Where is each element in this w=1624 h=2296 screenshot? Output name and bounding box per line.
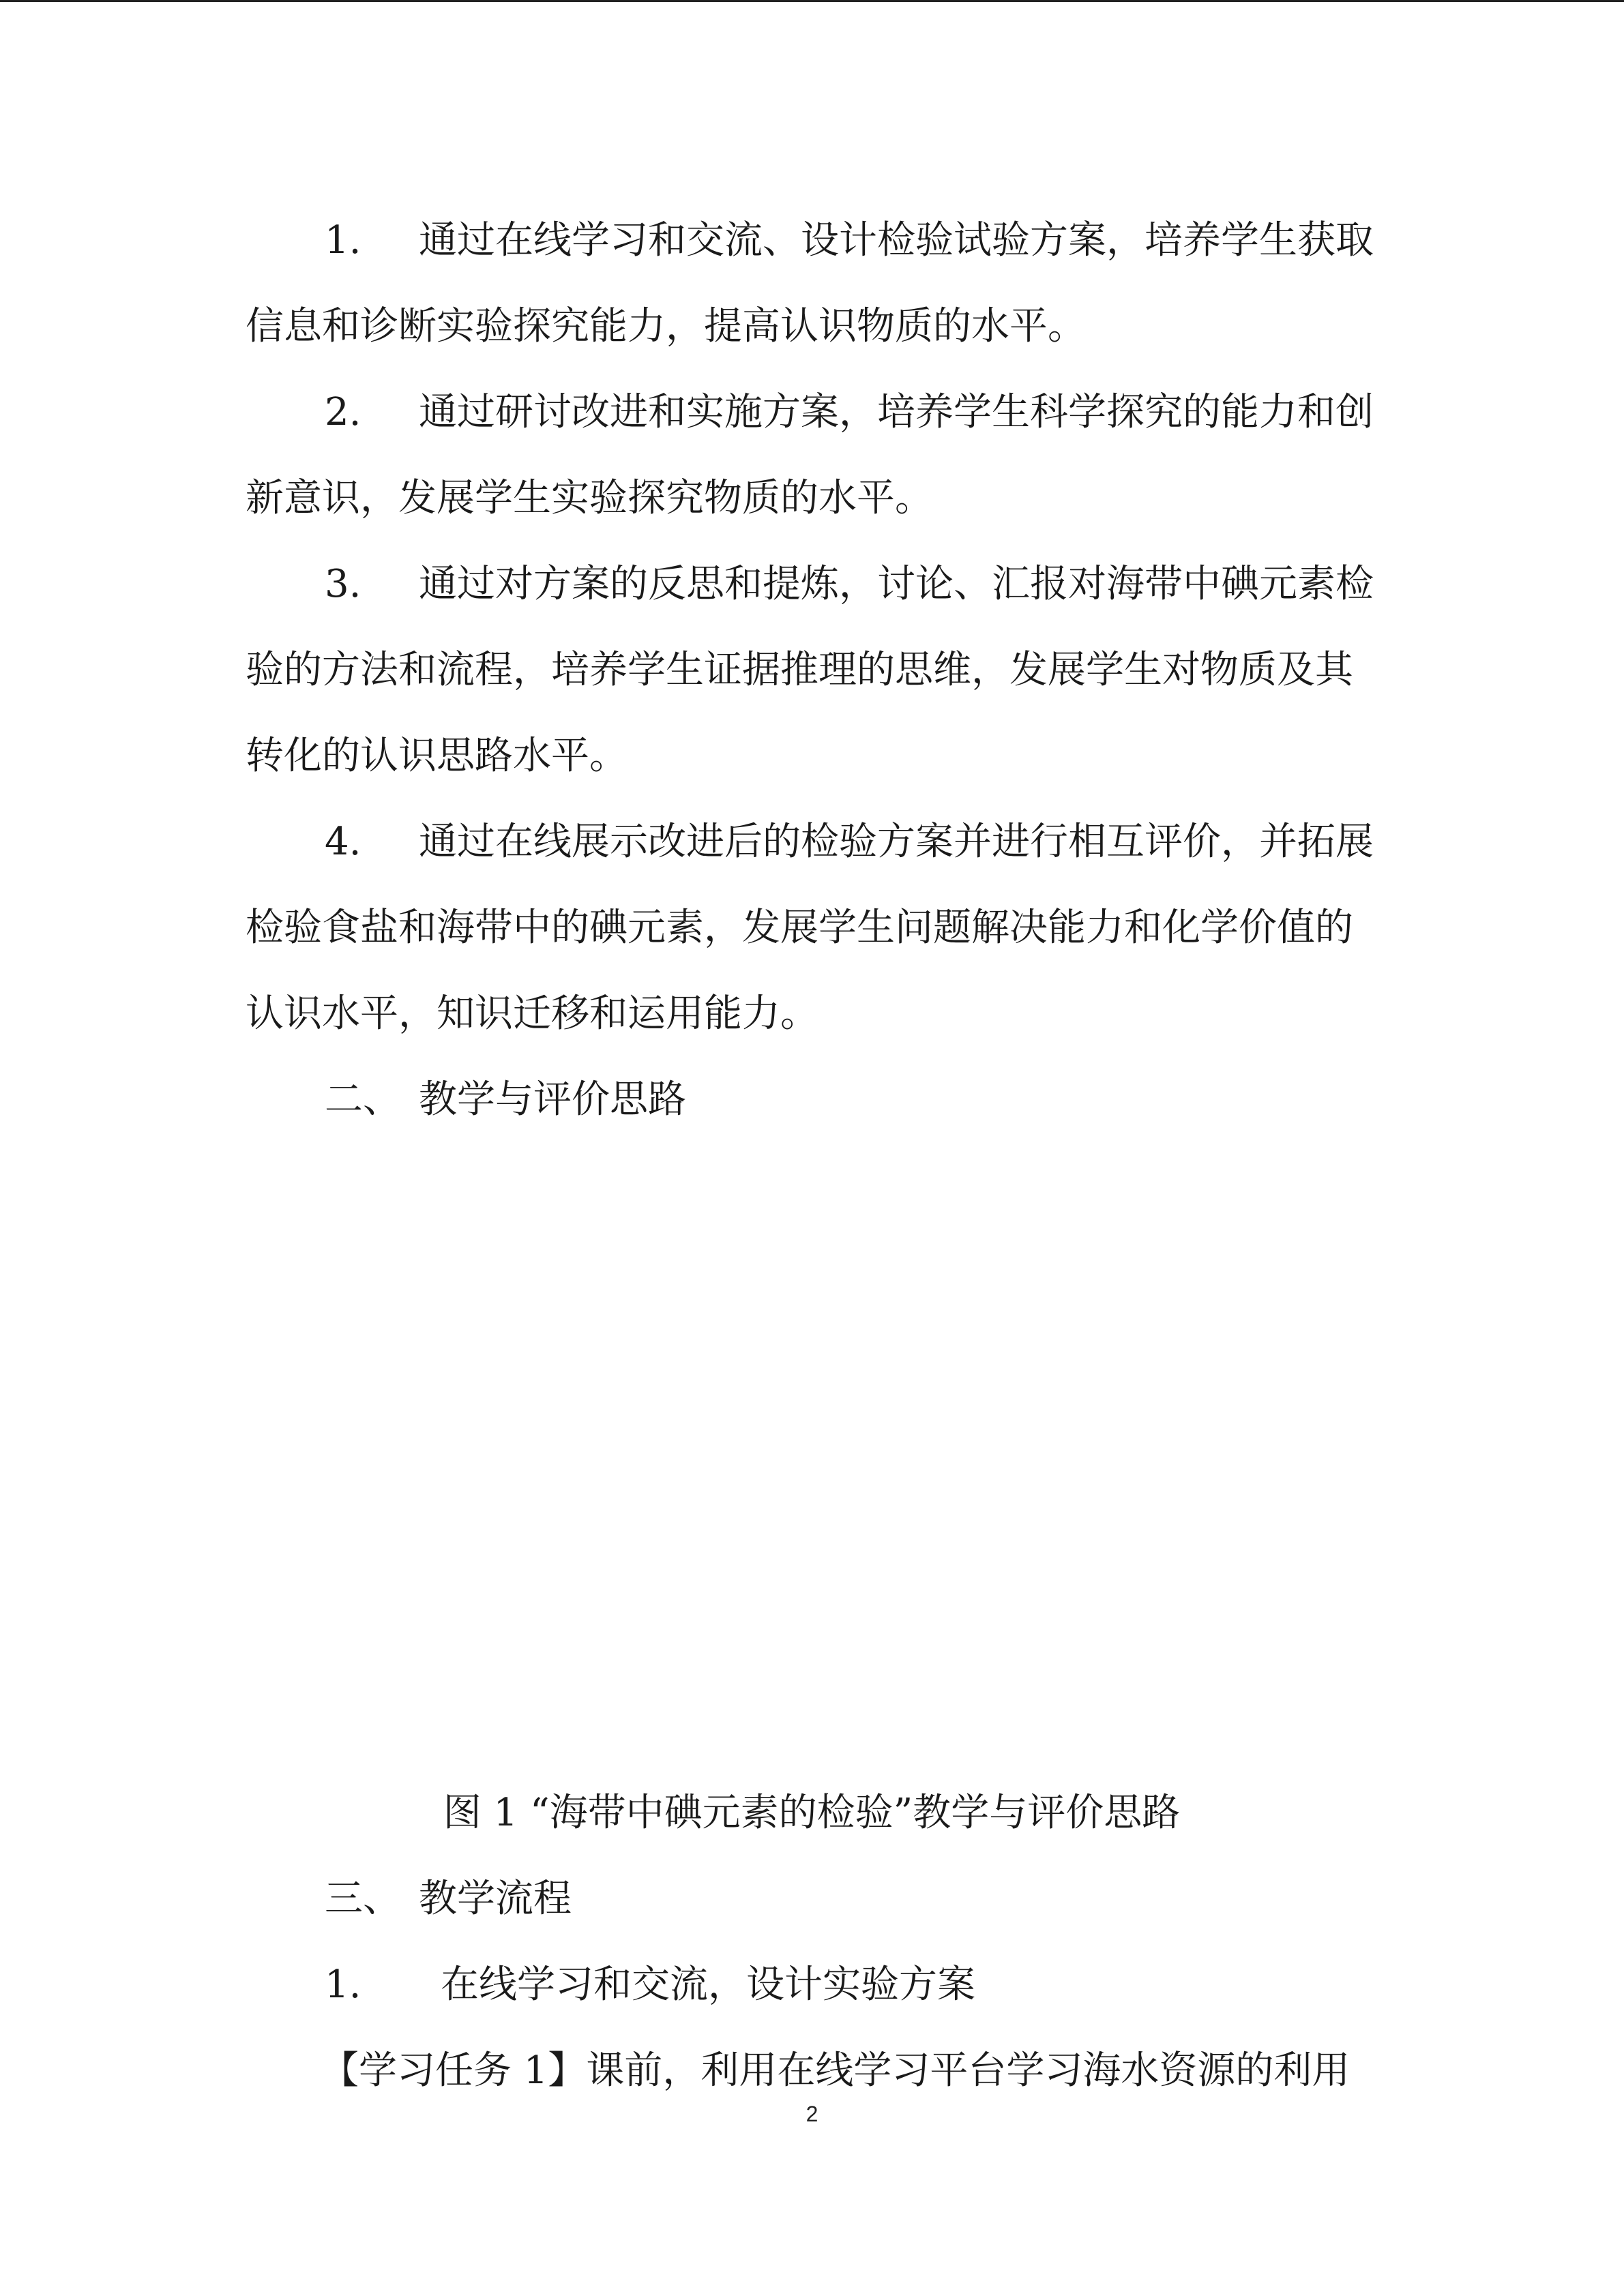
page-number: 2 xyxy=(806,2102,818,2126)
objective-text: 通过在线展示改进后的检验方案并进行相互评价，并拓展检验食盐和海带中的碘元素，发展学生问题解决能力和化学价值的认识水平，知识迁移和运用能力。 xyxy=(246,820,1374,1036)
figure-caption: 图 1 “海带中碘元素的检验”教学与评价思路 xyxy=(443,1791,1181,1835)
objective-number: 3. xyxy=(325,562,361,606)
section-number: 二、 xyxy=(325,1077,401,1122)
objective-text: 通过对方案的反思和提炼，讨论、汇报对海带中碘元素检验的方法和流程，培养学生证据推理的思维，发展学生对物质及其转化的认识思路水平。 xyxy=(246,562,1374,778)
objective-text: 通过在线学习和交流、设计检验试验方案，培养学生获取信息和诊断实验探究能力，提高认识物质的水平。 xyxy=(246,218,1374,348)
objective-number: 1. xyxy=(325,218,361,263)
section-heading-teaching-evaluation xyxy=(246,1057,1378,1143)
objective-number: 2. xyxy=(325,390,361,434)
objective-item-4 xyxy=(246,799,1378,1057)
figure-placeholder xyxy=(246,1143,1378,1770)
objective-item-3 xyxy=(246,541,1378,799)
document-body xyxy=(246,198,1378,2114)
section-title: 教学流程 xyxy=(419,1877,572,1921)
page-top-border xyxy=(0,0,1624,2)
objective-item-2 xyxy=(246,370,1378,541)
section-heading-teaching-process xyxy=(246,1856,1378,1942)
step-title: 在线学习和交流，设计实验方案 xyxy=(441,1963,975,2007)
step-number: 1. xyxy=(325,1963,361,2007)
objective-item-1 xyxy=(246,198,1378,370)
section-title: 教学与评价思路 xyxy=(419,1077,686,1122)
learning-task-1: 【学习任务 1】课前，利用在线学习平台学习海水资源的利用 xyxy=(321,2048,1350,2093)
objective-number: 4. xyxy=(325,820,361,864)
step-item-1 xyxy=(246,1942,1378,2028)
objective-text: 通过研讨改进和实施方案，培养学生科学探究的能力和创新意识，发展学生实验探究物质的水平。 xyxy=(246,390,1374,520)
section-number: 三、 xyxy=(325,1877,401,1921)
